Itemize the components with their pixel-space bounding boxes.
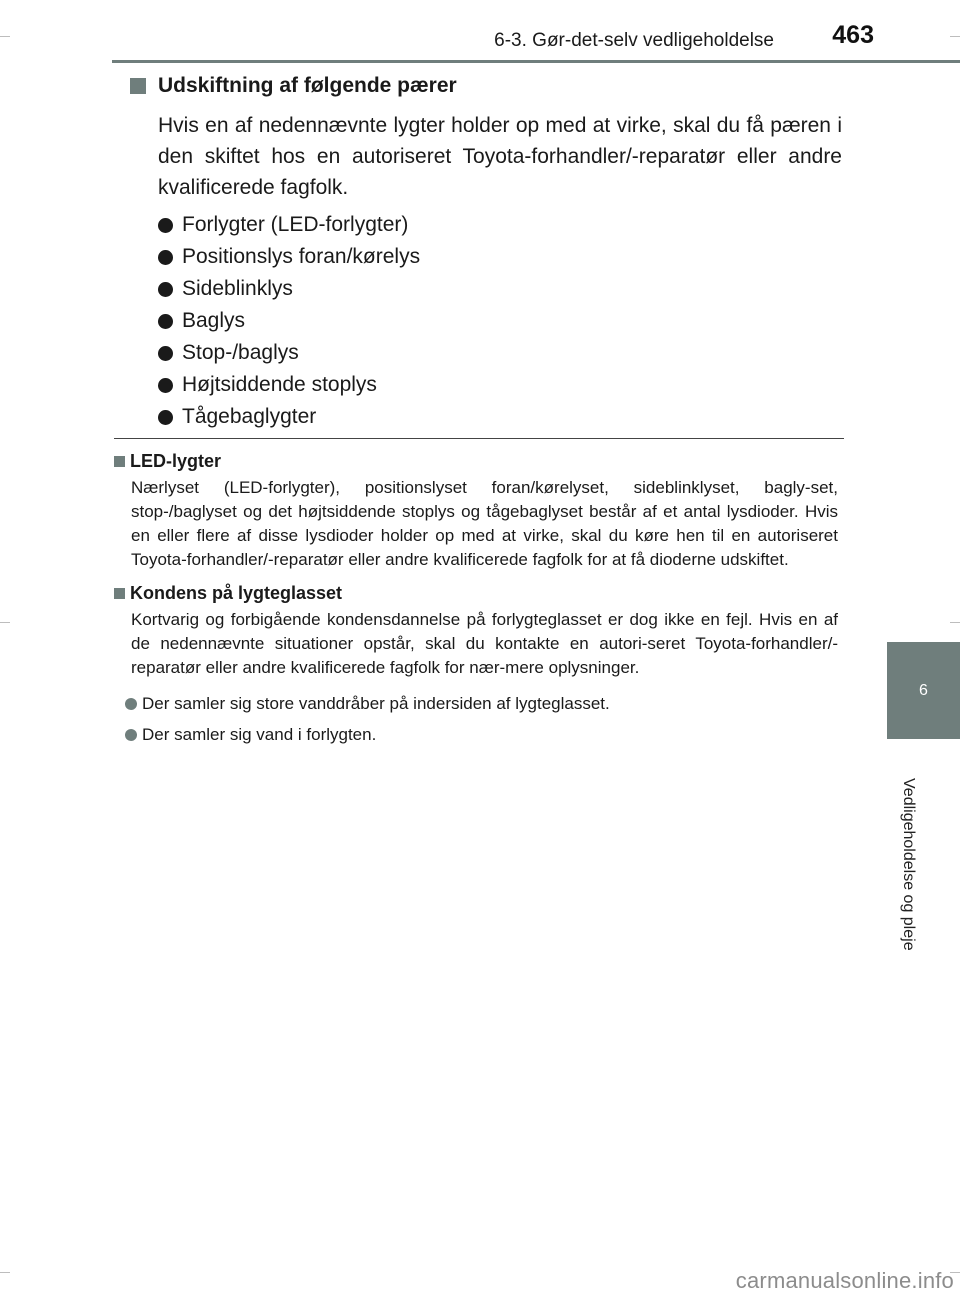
notes-section: [114, 450, 838, 760]
list-item-text: Der samler sig store vanddråber på indersiden af lygteglasset.: [142, 693, 610, 713]
list-item-text: Tågebaglygter: [182, 405, 317, 428]
crop-mark: [0, 36, 10, 37]
bullet-dot-icon: [125, 729, 137, 741]
bullet-dot-icon: [158, 314, 173, 329]
bullet-dot-icon: [125, 698, 137, 710]
square-bullet-icon: [114, 456, 125, 467]
bullet-dot-icon: [158, 250, 173, 265]
chapter-label: Vedligeholdelse og pleje: [900, 778, 917, 951]
list-item: [158, 273, 842, 305]
list-item: [158, 401, 842, 433]
list-item-text: Baglys: [182, 309, 246, 332]
crop-mark: [0, 1272, 10, 1273]
crop-mark: [950, 622, 960, 623]
note-heading-text: Kondens på lygteglasset: [130, 582, 343, 603]
list-item: [158, 241, 842, 273]
page-number: 463: [832, 21, 874, 49]
bullet-dot-icon: [158, 346, 173, 361]
bullet-dot-icon: [158, 218, 173, 233]
list-item-text: Forlygter (LED-forlygter): [182, 213, 409, 236]
list-item-text: Stop-/baglys: [182, 341, 299, 364]
note-heading: [114, 582, 838, 604]
note-heading: [114, 450, 838, 472]
header-rule: [112, 60, 960, 63]
list-item: [158, 337, 842, 369]
note-body: Kortvarig og forbigående kondensdannelse på forlygteglasset er dog ikke en fejl. Hvis en af de nedennævnte situationer opstår, skal du kontakte en autori-seret Toyota-forhandler/-reparatør eller andre kvalificerede fagfolk for nær-mere oplysninger.: [131, 610, 838, 677]
bullet-dot-icon: [158, 410, 173, 425]
list-item: [125, 719, 838, 750]
bullet-dot-icon: [158, 378, 173, 393]
main-heading: [130, 74, 842, 98]
watermark: carmanualsonline.info: [735, 1268, 954, 1293]
square-bullet-icon: [130, 78, 146, 94]
note-body: Nærlyset (LED-forlygter), positionslyset foran/kørelyset, sideblinklyset, bagly-set, stop-/baglyset og det højtsiddende stoplys og tågebaglyset består af et antal lysdioder. Hvis en eller flere af disse lysdioder holder op med at virke, skal du køre hen til en autoriseret Toyota-forhandler/-reparatør eller andre kvalificerede fagfolk for at få dioderne udskiftet.: [131, 478, 838, 569]
crop-mark: [950, 36, 960, 37]
list-item: [125, 688, 838, 719]
list-item: [158, 369, 842, 401]
crop-mark: [0, 622, 10, 623]
section-title: 6-3. Gør-det-selv vedligeholdelse: [494, 30, 774, 51]
list-item-text: Der samler sig vand i forlygten.: [142, 724, 377, 744]
section-divider: [114, 438, 844, 439]
list-item-text: Højtsiddende stoplys: [182, 373, 377, 396]
bullet-dot-icon: [158, 282, 173, 297]
chapter-number: 6: [919, 681, 928, 699]
list-item-text: Positionslys foran/kørelys: [182, 245, 421, 268]
list-item: [158, 209, 842, 241]
main-heading-text: Udskiftning af følgende pærer: [158, 74, 457, 97]
note-led: [114, 450, 838, 572]
list-item: [158, 305, 842, 337]
main-intro: Hvis en af nedennævnte lygter holder op med at virke, skal du få pæren i den skiftet hos en autoriseret Toyota-forhandler/-reparatør eller andre kvalificerede fagfolk.: [158, 114, 842, 199]
note-heading-text: LED-lygter: [130, 450, 222, 471]
condensation-list: [125, 688, 838, 750]
list-item-text: Sideblinklys: [182, 277, 293, 300]
chapter-tab: [887, 642, 960, 739]
lamp-list: [158, 209, 842, 433]
note-condensation: [114, 582, 838, 750]
square-bullet-icon: [114, 588, 125, 599]
main-section: [130, 72, 842, 433]
page-header: [0, 0, 960, 62]
